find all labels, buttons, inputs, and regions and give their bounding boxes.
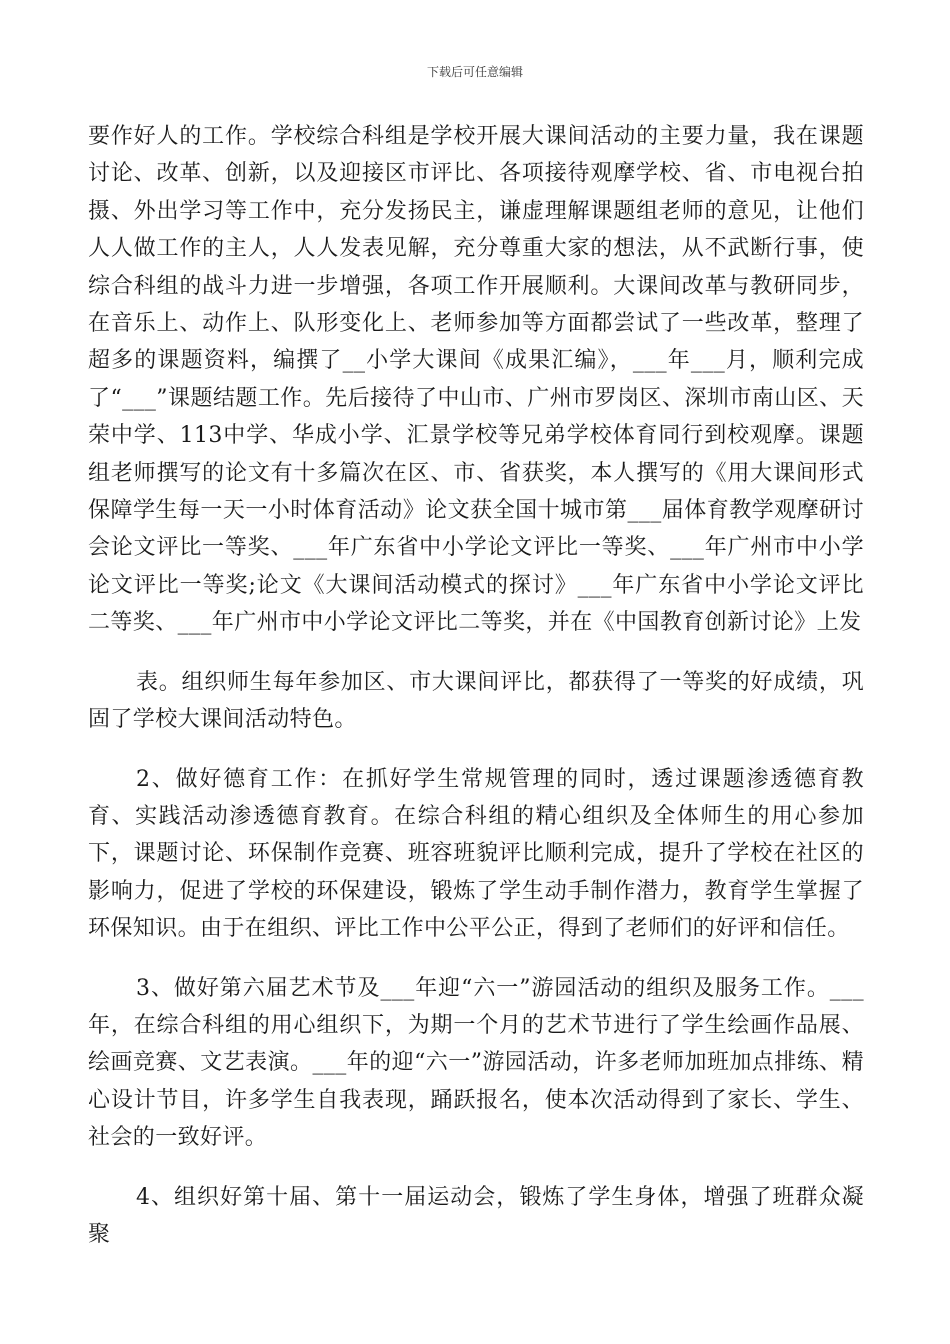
paragraph-continuation: 要作好人的工作。学校综合科组是学校开展大课间活动的主要力量，我在课题讨论、改革、创新，以及迎接区市评比、各项接待观摩学校、省、市电视台拍摄、外出学习等工作中，充分发扬民主，谦虚理解课题组老师的意见，让他们人人做工作的主人，人人发表见解，充分尊重大家的想法，从不武断行事，使综合科组的战斗力进一步增强，各项工作开展顺利。大课间改革与教研同步，在音乐上、动作上、队形变化上、老师参加等方面都尝试了一些改革，整理了超多的课题资料，编撰了__小学大课间《成果汇编》，___年___月，顺利完成了“___”课题结题工作。先后接待了中山市、广州市罗岗区、深圳市南山区、天荣中学、113中学、华成小学、汇景学校等兄弟学校体育同行到校观摩。课题组老师撰写的论文有十多篇次在区、市、省获奖，本人撰写的《用大课间形式保障学生每一天一小时体育活动》论文获全国十城市第___届体育教学观摩研讨会论文评比一等奖、___年广东省中小学论文评比一等奖、___年广州市中小学论文评比一等奖;论文《大课间活动模式的探讨》___年广东省中小学论文评比二等奖、___年广州市中小学论文评比二等奖，并在《中国教育创新讨论》上发 [88,124,864,636]
document-body [88,118,864,1253]
paragraph-item-2: 2、做好德育工作：在抓好学生常规管理的同时，透过课题渗透德育教育、实践活动渗透德育教育。在综合科组的精心组织及全体师生的用心参加下，课题讨论、环保制作竞赛、班容班貌评比顺利完成，提升了学校在社区的影响力，促进了学校的环保建设，锻炼了学生动手制作潜力，教育学生掌握了环保知识。由于在组织、评比工作中公平公正，得到了老师们的好评和信任。 [88,766,864,942]
page-header: 下载后可任意编辑 [426,65,523,79]
paragraph-item-3: 3、做好第六届艺术节及___年迎“六一”游园活动的组织及服务工作。___年，在综合科组的用心组织下，为期一个月的艺术节进行了学生绘画作品展、绘画竞赛、文艺表演。___年的迎“六一”游园活动，许多老师加班加点排练、精心设计节目，许多学生自我表现，踊跃报名，使本次活动得到了家长、学生、社会的一致好评。 [88,975,864,1151]
paragraph-conclusion: 表。组织师生每年参加区、市大课间评比，都获得了一等奖的好成绩，巩固了学校大课间活动特色。 [88,669,864,733]
paragraph-item-4: 4、组织好第十届、第十一届运动会，锻炼了学生身体，增强了班群众凝聚 [88,1184,864,1247]
